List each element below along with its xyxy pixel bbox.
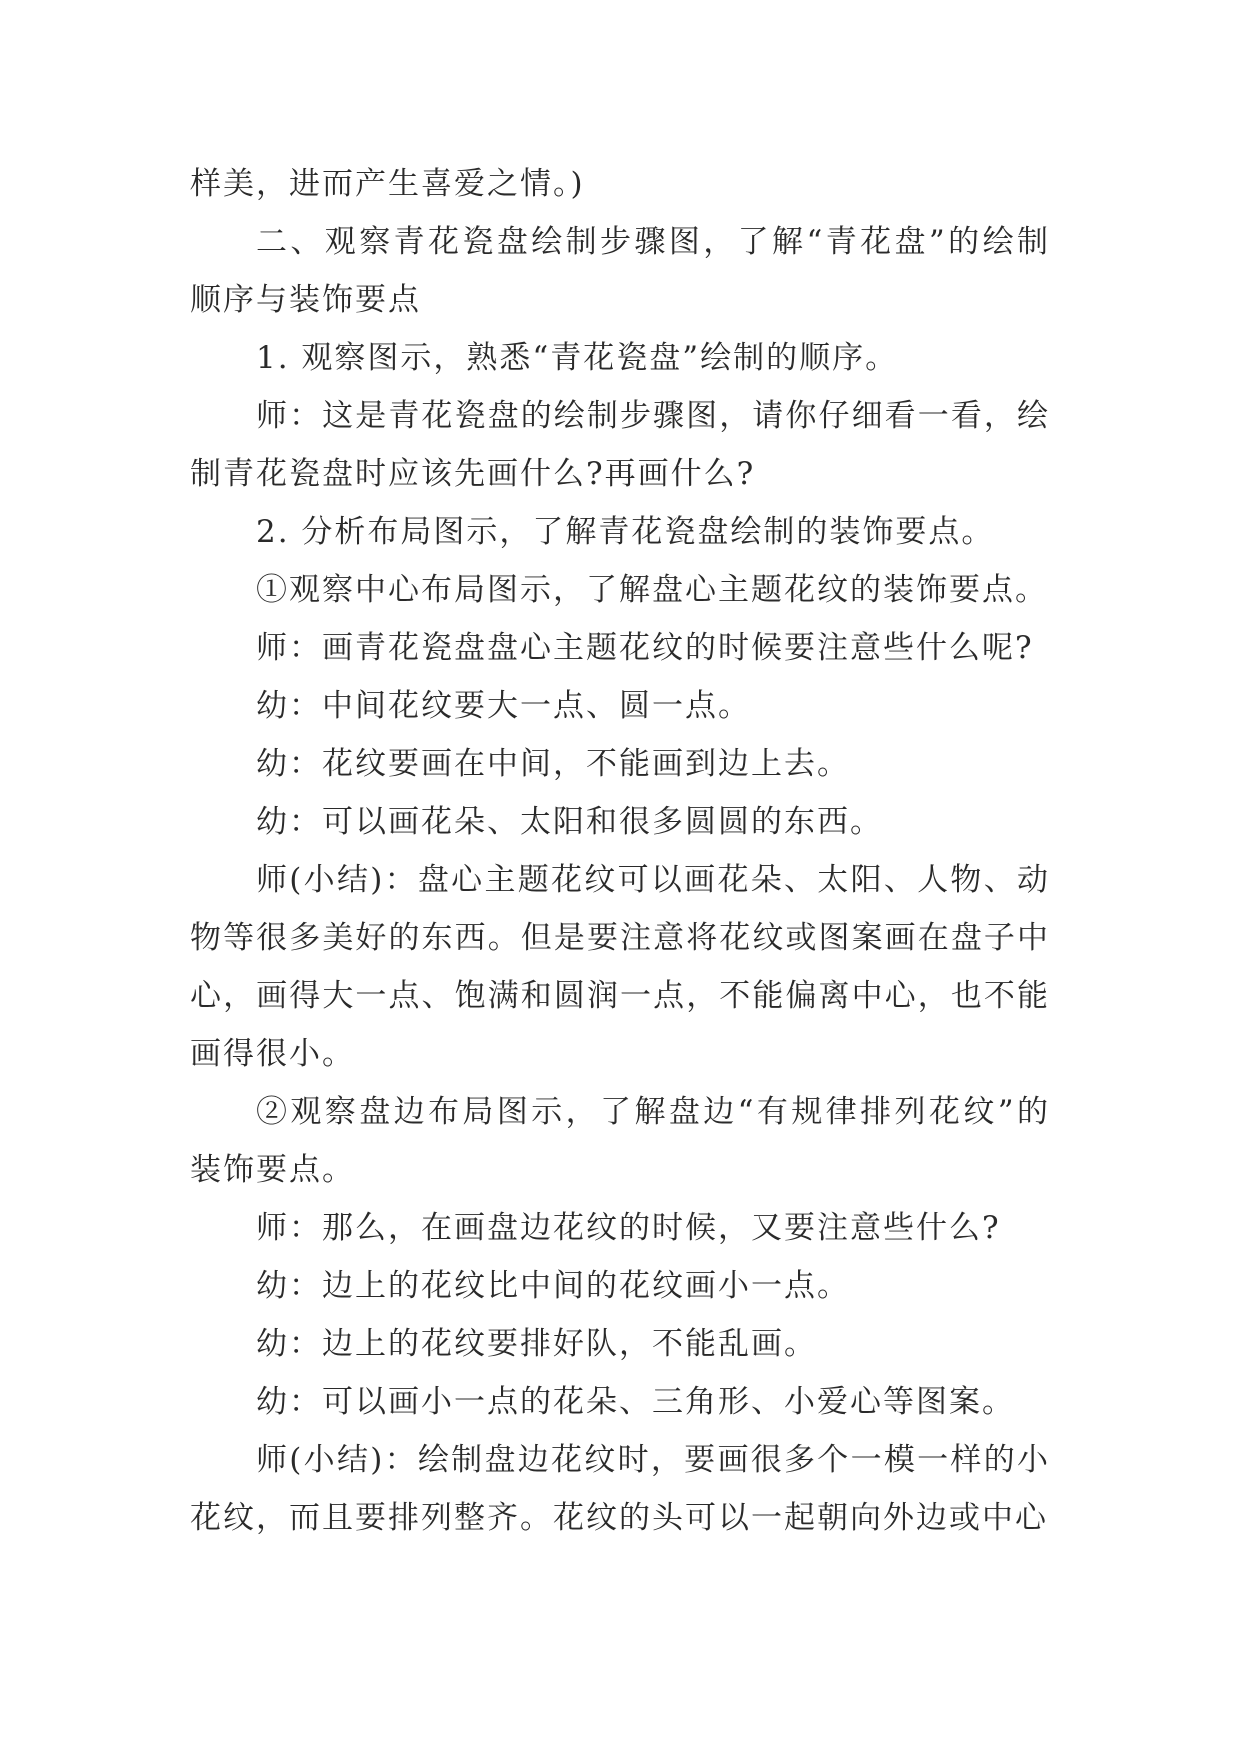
teacher-question: 师：这是青花瓷盘的绘制步骤图，请你仔细看一看，绘制青花瓷盘时应该先画什么?再画什么? [190, 398, 1050, 492]
teacher-summary: 师(小结)：盘心主题花纹可以画花朵、太阳、人物、动物等很多美好的东西。但是要注意将花纹或图案画在盘子中心，画得大一点、饱满和圆润一点，不能偏离中心，也不能画得很小。 [190, 862, 1050, 1072]
paragraph-continuation: 样美，进而产生喜爱之情。) [190, 166, 585, 202]
child-answer: 幼：可以画花朵、太阳和很多圆圆的东西。 [256, 804, 883, 840]
document-body [190, 155, 1050, 1547]
child-answer: 幼：可以画小一点的花朵、三角形、小爱心等图案。 [256, 1384, 1015, 1420]
sub-step-center: ①观察中心布局图示，了解盘心主题花纹的装饰要点。 [256, 572, 1048, 608]
sub-step-border: ②观察盘边布局图示，了解盘边“有规律排列花纹”的装饰要点。 [190, 1094, 1050, 1188]
teacher-summary: 师(小结)：绘制盘边花纹时，要画很多个一模一样的小花纹，而且要排列整齐。花纹的头可以一起朝向外边或中心 [190, 1442, 1050, 1536]
child-answer: 幼：边上的花纹要排好队，不能乱画。 [256, 1326, 817, 1362]
section-heading: 二、观察青花瓷盘绘制步骤图，了解“青花盘”的绘制顺序与装饰要点 [190, 224, 1050, 318]
child-answer: 幼：中间花纹要大一点、圆一点。 [256, 688, 751, 724]
child-answer: 幼：花纹要画在中间，不能画到边上去。 [256, 746, 850, 782]
teacher-question: 师：画青花瓷盘盘心主题花纹的时候要注意些什么呢? [256, 630, 1034, 666]
step-heading-2: 2. 分析布局图示，了解青花瓷盘绘制的装饰要点。 [256, 514, 995, 550]
child-answer: 幼：边上的花纹比中间的花纹画小一点。 [256, 1268, 850, 1304]
teacher-question: 师：那么，在画盘边花纹的时候，又要注意些什么? [256, 1210, 1001, 1246]
step-heading-1: 1. 观察图示，熟悉“青花瓷盘”绘制的顺序。 [256, 340, 899, 376]
